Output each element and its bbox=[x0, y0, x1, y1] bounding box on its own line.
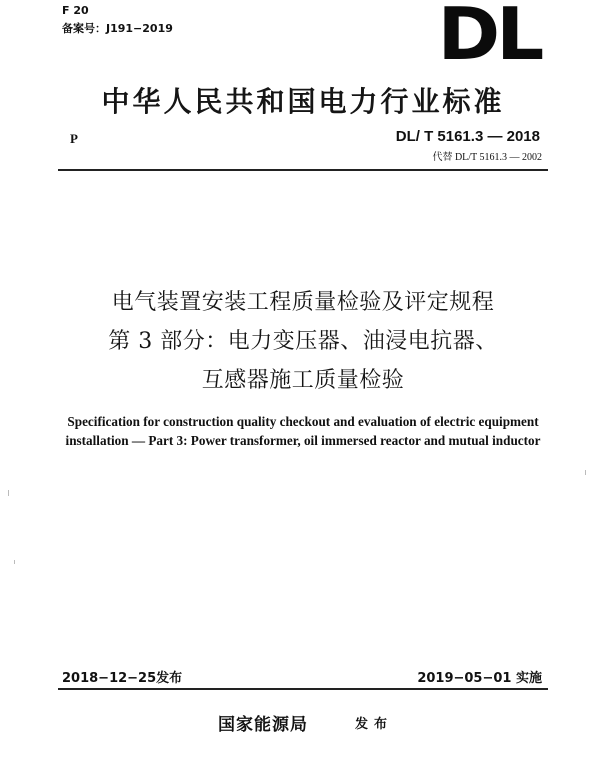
english-title-line-2: installation — Part 3: Power transformer, oil immersed reactor and mutual inductor bbox=[65, 433, 541, 448]
record-number: 备案号：J191−2019 bbox=[62, 22, 173, 35]
footer-divider bbox=[58, 688, 548, 690]
scan-mark bbox=[14, 560, 15, 564]
category-letter: P bbox=[70, 131, 78, 146]
scan-mark bbox=[585, 470, 586, 475]
replaces-standard: 代替 DL/T 5161.3 — 2002 bbox=[432, 152, 542, 163]
standard-number: DL/ T 5161.3 — 2018 bbox=[395, 128, 540, 145]
scan-mark bbox=[8, 490, 9, 496]
dl-logo: DL bbox=[437, 0, 541, 76]
chinese-title-line-1: 电气装置安装工程质量检验及评定规程 bbox=[111, 290, 495, 315]
classification-code: F 20 bbox=[62, 4, 89, 17]
issuing-authority: 国家能源局 bbox=[218, 715, 308, 735]
chinese-title-line-2: 第 3 部分：电力变压器、油浸电抗器、 bbox=[108, 329, 498, 354]
english-title-line-1: Specification for construction quality checkout and evaluation of electric equipment bbox=[67, 414, 539, 429]
publish-label: 发布 bbox=[355, 717, 394, 732]
issue-date: 2018−12−25发布 bbox=[62, 671, 183, 686]
chinese-title-line-3: 互感器施工质量检验 bbox=[201, 368, 405, 393]
industry-standard-title: 中华人民共和国电力行业标准 bbox=[101, 85, 505, 118]
header-divider bbox=[58, 169, 548, 171]
implementation-date: 2019−05−01 实施 bbox=[417, 671, 542, 686]
